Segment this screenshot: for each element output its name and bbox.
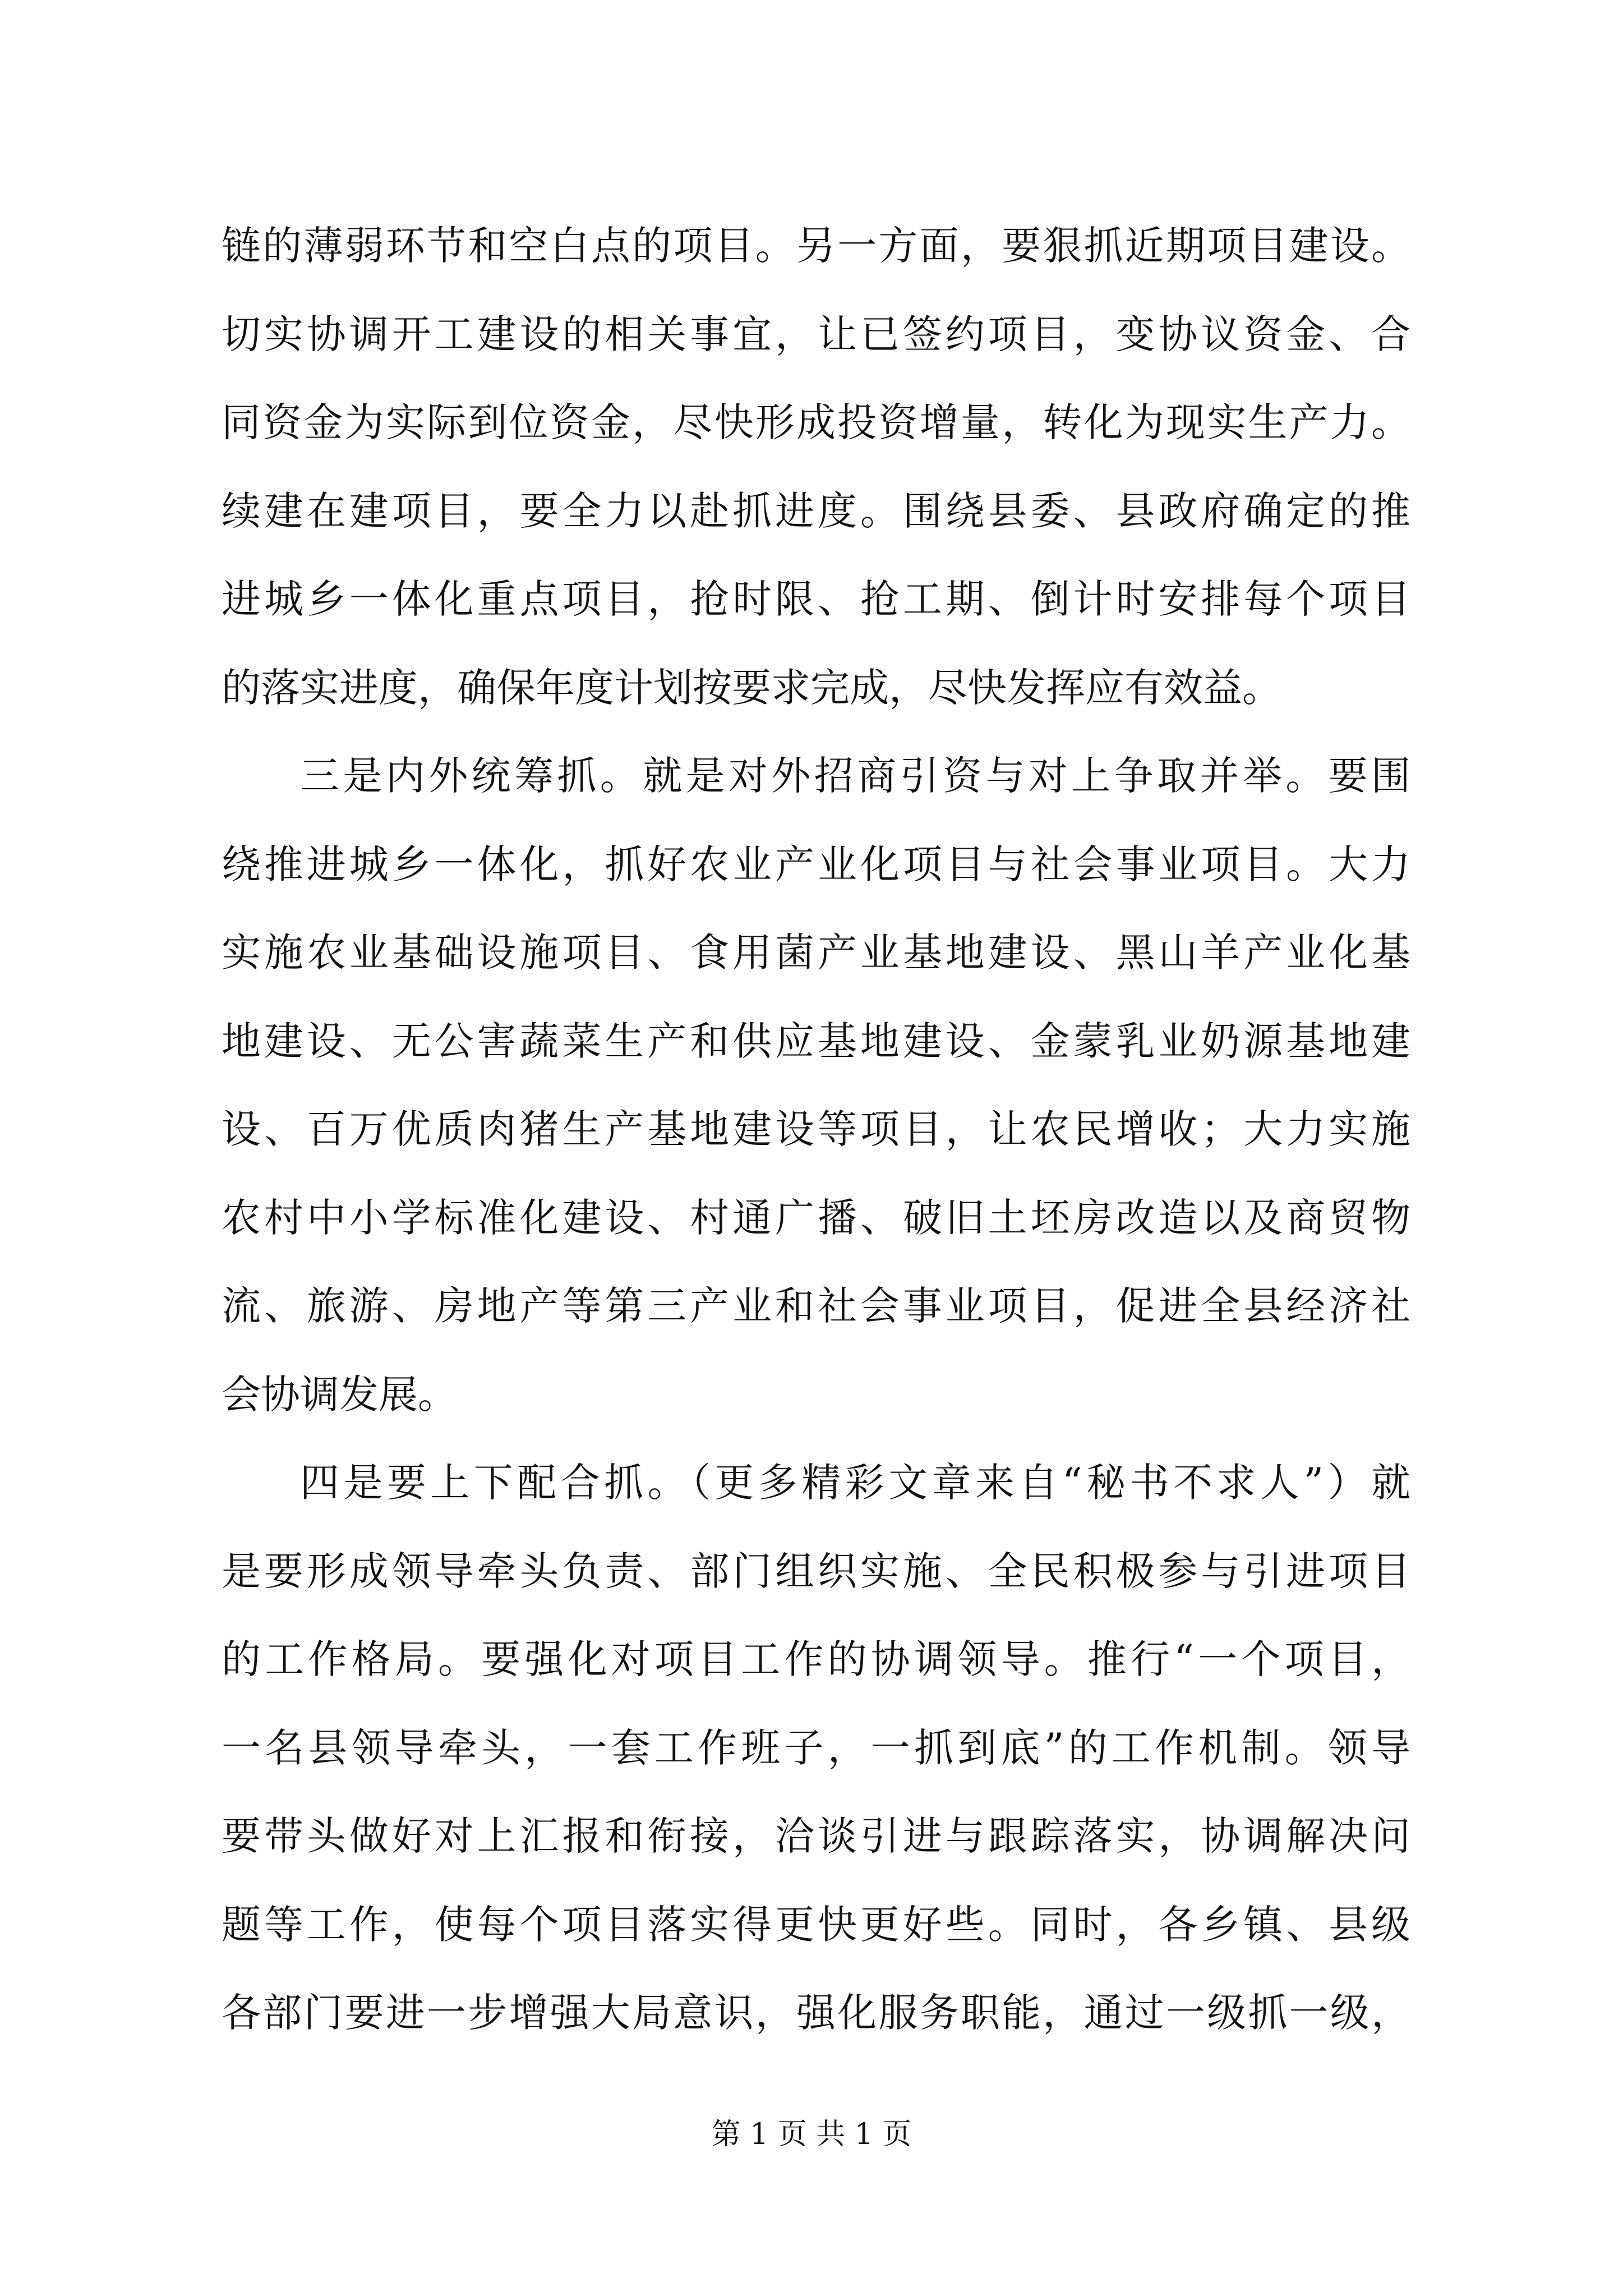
text-line: 四是要上下配合抓。（更多精彩文章来自“秘书不求人”）就: [300, 1460, 1410, 1506]
text-line: 链的薄弱环节和空白点的项目。另一方面，要狠抓近期项目建设。: [222, 223, 1410, 269]
text-line: 绕推进城乡一体化，抓好农业产业化项目与社会事业项目。大力: [222, 841, 1410, 887]
text-line: 的工作格局。要强化对项目工作的协调领导。推行“一个项目，: [222, 1636, 1410, 1682]
text-line: 三是内外统筹抓。就是对外招商引资与对上争取并举。要围: [300, 753, 1410, 799]
text-line: 一名县领导牵头，一套工作班子，一抓到底”的工作机制。领导: [222, 1724, 1410, 1771]
text-line: 切实协调开工建设的相关事宜，让已签约项目，变协议资金、合: [222, 311, 1410, 357]
text-line: 设、百万优质肉猪生产基地建设等项目，让农民增收；大力实施: [222, 1106, 1410, 1152]
text-line: 流、旅游、房地产等第三产业和社会事业项目，促进全县经济社: [222, 1283, 1410, 1329]
text-line: 要带头做好对上汇报和衔接，洽谈引进与跟踪落实，协调解决问: [222, 1813, 1410, 1859]
text-line: 进城乡一体化重点项目，抢时限、抢工期、倒计时安排每个项目: [222, 576, 1410, 622]
text-line: 同资金为实际到位资金，尽快形成投资增量，转化为现实生产力。: [222, 399, 1410, 445]
body-text: [222, 202, 1410, 2058]
text-line: 续建在建项目，要全力以赴抓进度。围绕县委、县政府确定的推: [222, 487, 1410, 534]
text-line: 各部门要进一步增强大局意识，强化服务职能，通过一级抓一级，: [222, 1990, 1410, 2036]
text-line: 农村中小学标准化建设、村通广播、破旧土坯房改造以及商贸物: [222, 1194, 1410, 1241]
text-line: 实施农业基础设施项目、食用菌产业基地建设、黑山羊产业化基: [222, 930, 1410, 976]
page-footer: 第 1 页 共 1 页: [711, 2118, 912, 2151]
text-line: 是要形成领导牵头负责、部门组织实施、全民积极参与引进项目: [222, 1548, 1410, 1594]
text-line: 的落实进度，确保年度计划按要求完成，尽快发挥应有效益。: [222, 664, 1281, 711]
text-line: 题等工作，使每个项目落实得更快更好些。同时，各乡镇、县级: [222, 1901, 1410, 1948]
text-line: 地建设、无公害蔬菜生产和供应基地建设、金蒙乳业奶源基地建: [222, 1018, 1410, 1064]
text-line: 会协调发展。: [222, 1371, 457, 1418]
